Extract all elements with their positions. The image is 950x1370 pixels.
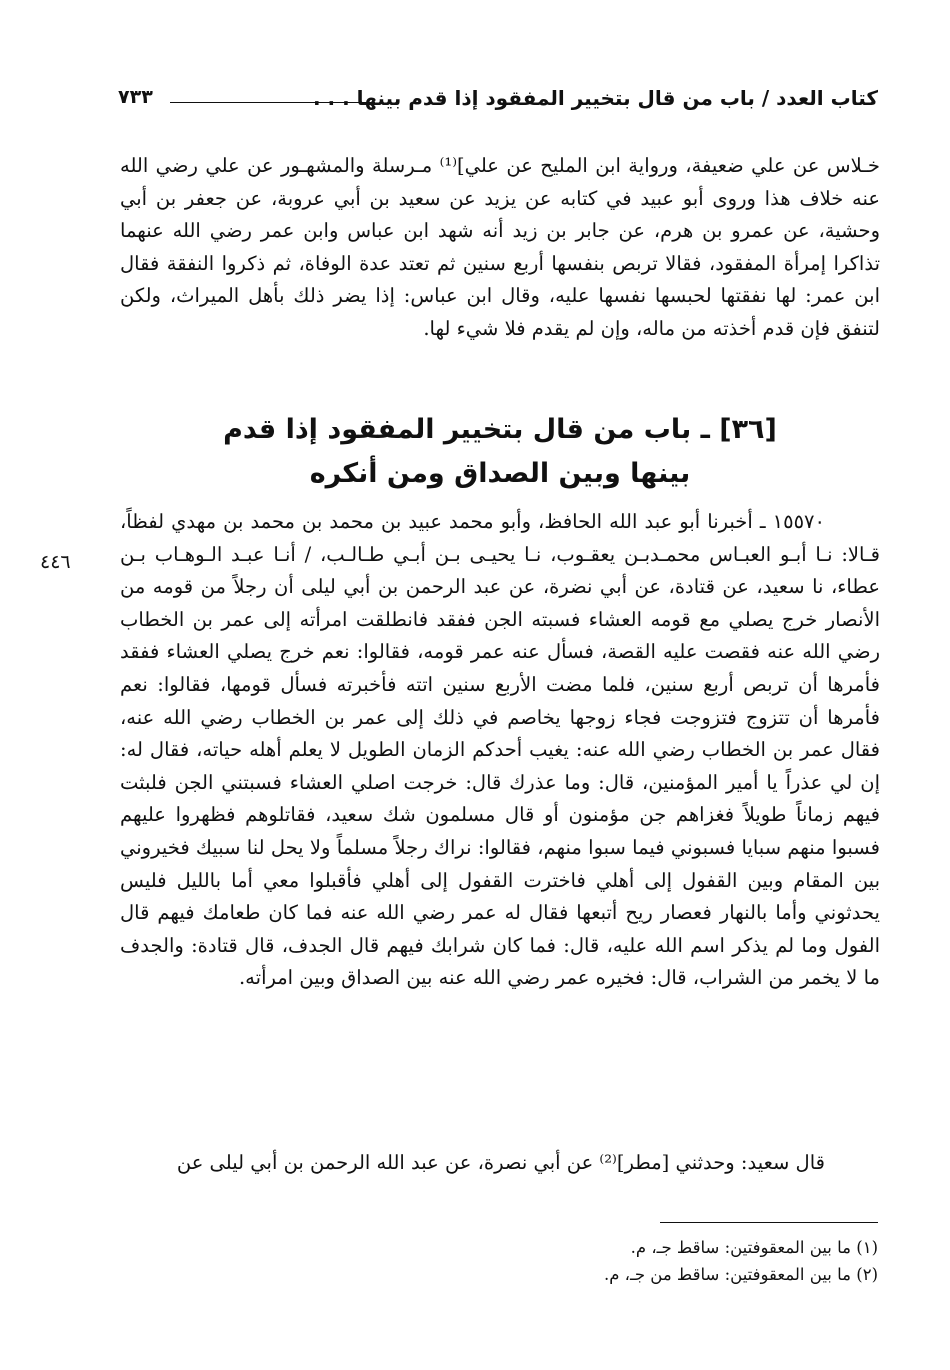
chapter-heading [120,408,880,496]
margin-page-reference: ٤٤٦ [40,551,71,573]
hadith-block [120,506,880,995]
footnotes [120,1234,878,1288]
running-header [118,86,878,120]
page-number: ٧٣٣ [118,86,153,108]
top-paragraph: خـلاس عن علي ضعيفة، ورواية ابن المليح عن علي]⁽¹⁾ مـرسلة والمشهـور عن علي رضي الله عنه خلاف هذا وروى أبو عبيد في كتابه عن يزيد عن سعيد بن أبي عروبة، عن جعفر بن أبي وحشية، عن عمرو بن هرم، عن جابر بن زيد أنه شهد ابن عباس وابن عمر رضي الله عنهما تذاكرا إمرأة المفقود، فقالا تربص بنفسها أربع سنين ثم تعتد عدة الوفاة، ثم ذكروا النفقة فقال ابن عمر: لها نفقتها لحبسها نفسها عليه، وقال ابن عباس: إذا يضر ذلك بأهل الميراث، ولكن لتنفق فإن قدم أخذته من ماله، وإن لم يقدم فلا شيء لها. [120,154,880,340]
top-paragraph-block [120,150,880,346]
footnote-2: (٢) ما بين المعقوفتين: ساقط من جـ، م. [603,1265,878,1284]
header-rule [170,102,375,103]
hadith-paragraph: ١٥٥٧٠ ـ أخبرنا أبو عبد الله الحافظ، وأبو محمد عبيد بن محمد بن محمد بن مهدي لفظاً، قـالا: نـا أبـو العبـاس محمـدبـن يعقـوب، نـا يحيـى بـن أبـي طـالـب، / أنـا عبـد الـوهـاب بـن عطاء، نا سعيد، عن قتادة، عن أبي نضرة، عن عبد الرحمن بن أبي ليلى أن رجلاً من قومه من الأنصار خرج يصلي مع قومه العشاء فسبته الجن ففقد فانطلقت امرأته إلى عمر بن الخطاب رضي الله عنه فقصت عليه القصة، فسأل عنه عمر قومه، فقالوا: نعم خرج يصلي العشاء ففقد فأمرها أن تربص أربع سنين، فلما مضت الأربع سنين اتته فأخبرته فسأل قومها، فقالوا: نعم فأمرها أن تتزوج فتزوجت فجاء زوجها يخاصم في ذلك إلى عمر بن الخطاب رضي الله عنه، فقال عمر بن الخطاب رضي الله عنه: يغيب أحدكم الزمان الطويل لا يعلم أهله حياته، فقال له: إن لي عذراً يا أمير المؤمنين، قال: وما عذرك قال: خرجت اصلي العشاء فسبتني الجن فلبثت فيهم زماناً طويلاً فغزاهم جن مؤمنون أو قال مسلمون شك سعيد، فقاتلوهم فظهروا عليهم فسبوا منهم سبايا فسبوني فيما سبوا منهم، فقالوا: نراك رجلاً مسلماً ولا يحل لنا سبيك فخيروني بين المقام وبين القفول إلى أهلي فاخترت القفول إلى أهلي فأقبلوا معي أما بالليل فليس يحدثوني وأما بالنهار فعصار ريح أتبعها فقال له عمر رضي الله عنه فما كان طعامك فيهم قال الفول وما لم يذكر اسم الله عليه، قال: فما كان شرابك فيهم قال الجدف، قال قتادة: والجدف ما لا يخمر من الشراب، قال: فخيره عمر رضي الله عنه بين الصداق وبين امرأته. [120,510,880,990]
running-header-title: كتاب العدد / باب من قال بتخيير المفقود إذا قدم بينها . . . [313,86,878,110]
chapter-heading-line-1: [٣٦] ـ باب من قال بتخيير المفقود إذا قدم [223,414,777,445]
chapter-heading-line-2: بينها وبين الصداق ومن أنكره [309,458,691,489]
footnote-1: (١) ما بين المعقوفتين: ساقط جـ، م. [630,1238,878,1257]
continuation-block [120,1147,880,1180]
continuation-paragraph: قال سعيد: وحدثني [مطر]⁽²⁾ عن أبي نصرة، عن عبد الله الرحمن بن أبي ليلى عن [176,1151,825,1174]
footnote-rule [660,1222,878,1223]
